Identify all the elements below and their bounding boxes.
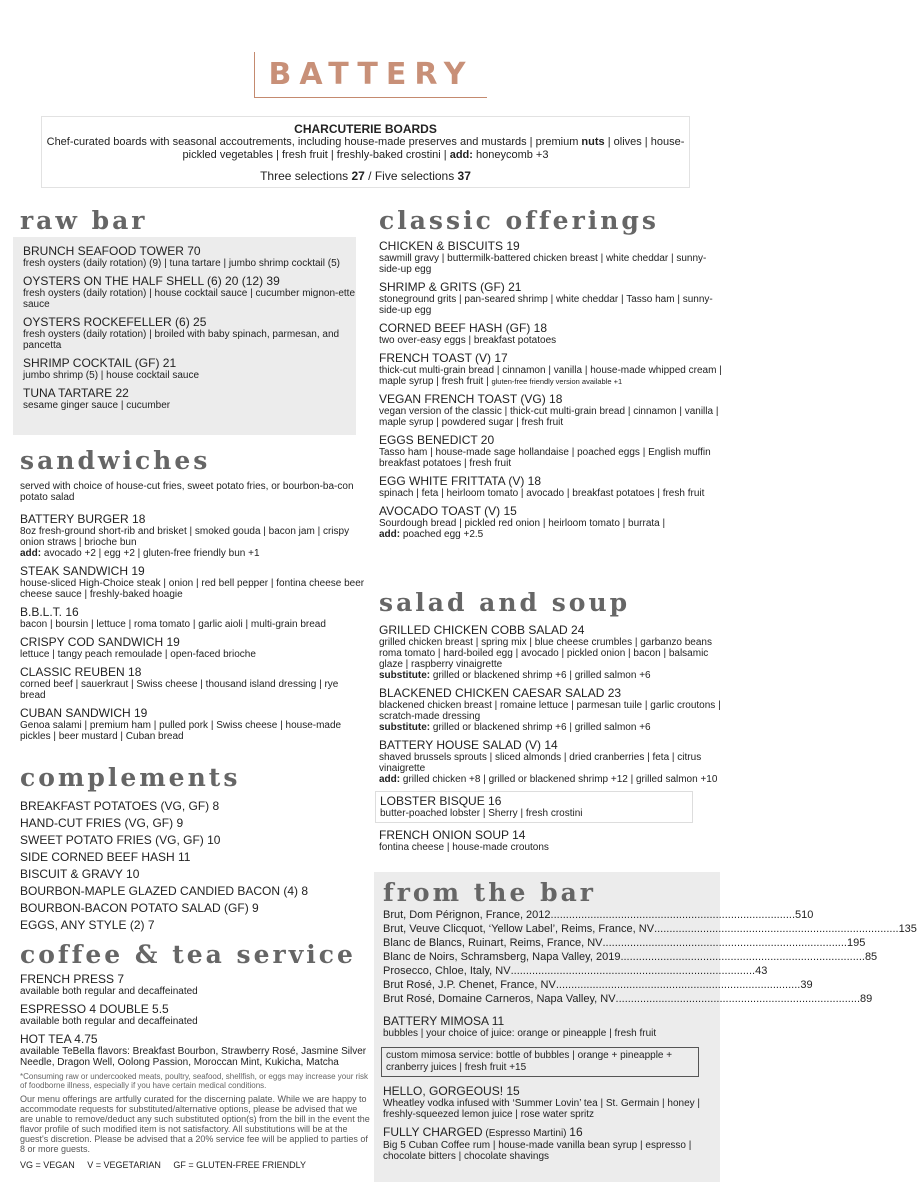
brand-name: BATTERY <box>268 57 474 92</box>
menu-item <box>20 973 370 997</box>
desc-text: Genoa salami | premium ham | pulled pork | Swiss cheese | house-made pickles | beer mustard | Cuban bread <box>20 720 342 742</box>
add-text: honeycomb +3 <box>472 149 549 161</box>
five-price: 37 <box>457 169 471 183</box>
wine-price: 195 <box>846 937 866 949</box>
addon-label: add: <box>379 529 401 540</box>
desc-text: corned beef | sauerkraut | Swiss cheese | thousand island dressing | rye bread <box>20 679 339 701</box>
menu-item <box>379 281 724 316</box>
desc-text: shaved brussels sprouts | sliced almonds | dried cranberries | feta | citrus vinaigrette <box>379 752 702 774</box>
menu-item <box>379 240 724 275</box>
wine-row <box>383 936 866 950</box>
cocktail-subname: (Espresso Martini) <box>482 1128 570 1139</box>
menu-item <box>379 624 724 681</box>
item-desc <box>379 294 724 316</box>
wine-row <box>383 964 768 978</box>
dot-leader: ................................................................................ <box>510 965 756 977</box>
desc-text: Chef-curated boards with seasonal accoutrements, including house-made preserves and mustards | premium <box>46 136 582 148</box>
menu-item <box>20 606 365 630</box>
desc-text: blackened chicken breast | romaine lettuce | parmesan tuile | garlic croutons | scratch-made dressing <box>379 700 721 722</box>
menu-item <box>20 636 365 660</box>
addon-text: grilled or blackened shrimp +6 | grilled salmon +6 <box>430 722 651 733</box>
desc-text: butter-poached lobster | Sherry | fresh crostini <box>380 808 583 819</box>
item-addons <box>20 548 365 559</box>
wine-row <box>383 908 814 922</box>
item-desc: Wheatley vodka infused with ‘Summer Lovin’ tea | St. Germain | honey | freshly-squeezed lemon juice | rose water spritz <box>383 1098 701 1120</box>
dot-leader: ................................................................................ <box>550 909 796 921</box>
wine-name: Prosecco, Chloe, Italy, NV <box>383 965 511 977</box>
complement-item: EGGS, ANY STYLE (2) 7 <box>20 918 155 932</box>
wine-name: Blanc de Blancs, Ruinart, Reims, France, NV <box>383 937 603 949</box>
item-desc <box>20 720 365 742</box>
item-desc <box>379 447 724 469</box>
complements-heading: complements <box>20 763 241 792</box>
item-desc <box>23 329 356 351</box>
item-name <box>383 1126 720 1140</box>
desc-text: available TeBella flavors: Breakfast Bourbon, Strawberry Rosé, Jasmine Silver Needle, Dragon Well, Oolong Passion, Moroccan Mint, Kukicha, Matcha <box>20 1046 367 1068</box>
desc-text: grilled chicken breast | spring mix | blue cheese crumbles | garbanzo beans roma tomato | hard-boiled egg | avocado | pickled onion | bacon | balsamic glaze | raspberry vinaigrette <box>379 637 712 670</box>
item-addons <box>379 774 724 785</box>
menu-item <box>379 434 724 469</box>
salad-heading: salad and soup <box>379 588 631 617</box>
item-name: OYSTERS ROCKEFELLER (6) 25 <box>23 315 207 329</box>
wine-name: Brut, Dom Pérignon, France, 2012 <box>383 909 551 921</box>
menu-item <box>23 357 356 381</box>
desc-note: gluten-free friendly version available +1 <box>491 377 623 386</box>
custom-mimosa-box: custom mimosa service: bottle of bubbles | orange + pineapple + cranberry juices | fresh fruit +15 <box>381 1047 699 1077</box>
item-desc: bubbles | your choice of juice: orange or pineapple | fresh fruit <box>383 1028 657 1039</box>
desc-text: | olives | house-pickled vegetables | fresh fruit | freshly-baked crostini | <box>182 136 685 161</box>
item-desc <box>20 1046 370 1068</box>
classic-section <box>379 240 724 546</box>
item-desc <box>379 488 724 499</box>
menu-item <box>23 245 356 269</box>
raw-food-warning: *Consuming raw or undercooked meats, poultry, seafood, shellfish, or eggs may increase your risk of foodborne illness, especially if you have certain medical conditions. <box>20 1072 369 1090</box>
desc-text: fresh oysters (daily rotation) (9) | tuna tartare | jumbo shrimp cocktail (5) <box>23 258 340 269</box>
menu-item <box>379 322 724 346</box>
wine-row <box>383 950 878 964</box>
menu-item <box>375 791 693 823</box>
desc-text: available both regular and decaffeinated <box>20 986 198 997</box>
complements-section <box>20 798 365 934</box>
desc-text: available both regular and decaffeinated <box>20 1016 198 1027</box>
item-name: CORNED BEEF HASH (GF) 18 <box>379 321 548 335</box>
item-desc <box>379 752 724 774</box>
menu-item <box>379 393 724 428</box>
menu-item <box>20 707 365 742</box>
cocktail-name: FULLY CHARGED <box>383 1125 483 1139</box>
item-name: AVOCADO TOAST (V) 15 <box>379 504 517 518</box>
charcuterie-section <box>41 116 690 188</box>
charcuterie-title: CHARCUTERIE BOARDS <box>294 122 437 136</box>
substitution-policy: Our menu offerings are artfully curated for the discerning palate. While we are happy to accommodate requests for substituted/alternative options, please be advised that we are unable to remove/deduct any such substituted option(s) from the bill in the event the flavor profile of such modified item is not satisfactory. All substitutions will be at the guest's discretion. Please be advised that a 20% service fee will be applied to parties of 8 or more guests. <box>20 1094 370 1154</box>
item-desc <box>379 406 724 428</box>
addon-label: add: <box>20 548 42 559</box>
item-desc <box>23 370 356 381</box>
wine-price: 43 <box>755 965 768 977</box>
item-desc <box>379 253 724 275</box>
desc-text: lettuce | tangy peach remoulade | open-faced brioche <box>20 649 256 660</box>
wine-row <box>383 992 873 1006</box>
desc-text: jumbo shrimp (5) | house cocktail sauce <box>23 370 200 381</box>
dot-leader: ................................................................................ <box>615 993 861 1005</box>
desc-text: fontina cheese | house-made croutons <box>379 842 549 853</box>
wine-row <box>383 922 917 936</box>
desc-text: spinach | feta | heirloom tomato | avocado | breakfast potatoes | fresh fruit <box>379 488 705 499</box>
menu-item <box>20 666 365 701</box>
wine-price: 39 <box>800 979 813 991</box>
item-name: OYSTERS ON THE HALF SHELL (6) 20 (12) 39 <box>23 274 280 288</box>
wine-price: 85 <box>864 951 878 963</box>
complement-item: SWEET POTATO FRIES (VG, GF) 10 <box>20 833 221 847</box>
item-desc <box>379 518 724 529</box>
charcuterie-prices <box>42 170 689 183</box>
complement-item: BISCUIT & GRAVY 10 <box>20 867 140 881</box>
menu-item <box>379 829 724 853</box>
separator: / <box>364 169 375 183</box>
item-desc <box>20 578 365 600</box>
item-desc <box>20 986 370 997</box>
item-name: TUNA TARTARE 22 <box>23 386 129 400</box>
desc-text: stoneground grits | pan-seared shrimp | white cheddar | Tasso ham | sunny-side-up egg <box>379 294 713 316</box>
item-desc <box>380 808 688 819</box>
item-desc <box>23 258 356 269</box>
addon-label: add: <box>379 774 401 785</box>
complement-item: HAND-CUT FRIES (VG, GF) 9 <box>20 816 184 830</box>
item-desc <box>23 400 356 411</box>
item-name: CHICKEN & BISCUITS 19 <box>379 239 520 253</box>
sandwiches-heading: sandwiches <box>20 446 211 475</box>
wine-name: Brut Rosé, J.P. Chenet, France, NV <box>383 979 556 991</box>
item-name: EGG WHITE FRITTATA (V) 18 <box>379 474 542 488</box>
wine-name: Brut, Veuve Clicquot, ‘Yellow Label’, Reims, France, NV <box>383 923 655 935</box>
wine-name: Brut Rosé, Domaine Carneros, Napa Valley, NV <box>383 993 616 1005</box>
desc-text: bacon | boursin | lettuce | roma tomato | garlic aioli | multi-grain bread <box>20 619 326 630</box>
item-name: ESPRESSO 4 DOUBLE 5.5 <box>20 1002 169 1016</box>
wine-row <box>383 978 813 992</box>
desc-text: vegan version of the classic | thick-cut multi-grain bread | cinnamon | vanilla | maple syrup | powdered sugar | fresh fruit <box>379 406 719 428</box>
item-name: SHRIMP COCKTAIL (GF) 21 <box>23 356 177 370</box>
item-desc <box>379 842 724 853</box>
item-name: BLACKENED CHICKEN CAESAR SALAD 23 <box>379 686 622 700</box>
item-name: VEGAN FRENCH TOAST (VG) 18 <box>379 392 563 406</box>
desc-text: sesame ginger sauce | cucumber <box>23 400 171 411</box>
item-addons <box>379 529 724 540</box>
item-desc <box>20 619 365 630</box>
wine-price: 135 <box>898 923 917 935</box>
item-name: CLASSIC REUBEN 18 <box>20 665 142 679</box>
classic-heading: classic offerings <box>379 206 659 235</box>
menu-item <box>23 316 356 351</box>
item-name: BATTERY MIMOSA 11 <box>383 1014 505 1028</box>
item-name: LOBSTER BISQUE 16 <box>380 794 502 808</box>
charcuterie-desc <box>42 136 689 162</box>
menu-item <box>20 1003 370 1027</box>
wine-price: 89 <box>860 993 873 1005</box>
diet-legend: VG = VEGAN V = VEGETARIAN GF = GLUTEN-FREE FRIENDLY <box>20 1160 306 1170</box>
item-name: BRUNCH SEAFOOD TOWER 70 <box>23 244 201 258</box>
item-name: CUBAN SANDWICH 19 <box>20 706 148 720</box>
three-label: Three selections <box>260 169 352 183</box>
desc-text: fresh oysters (daily rotation) | house cocktail sauce | cucumber mignon-ette sauce <box>23 288 356 310</box>
item-name: EGGS BENEDICT 20 <box>379 433 495 447</box>
item-name: CRISPY COD SANDWICH 19 <box>20 635 180 649</box>
menu-item <box>20 1033 370 1068</box>
item-desc <box>379 365 724 387</box>
menu-item <box>379 352 724 387</box>
item-desc: Big 5 Cuban Coffee rum | house-made vanilla bean syrup | espresso | chocolate bitters | chocolate shavings <box>383 1140 692 1162</box>
menu-item <box>379 739 724 785</box>
raw-bar-heading: raw bar <box>20 206 148 235</box>
desc-text: sawmill gravy | buttermilk-battered chicken breast | white cheddar | sunny-side-up egg <box>379 253 707 275</box>
cocktail-price: 16 <box>569 1125 583 1139</box>
menu-item <box>379 687 724 733</box>
item-desc <box>20 649 365 660</box>
item-name: B.B.L.T. 16 <box>20 605 79 619</box>
complement-item: SIDE CORNED BEEF HASH 11 <box>20 850 191 864</box>
dot-leader: ................................................................................ <box>620 951 865 963</box>
item-name: STEAK SANDWICH 19 <box>20 564 145 578</box>
cocktail-item <box>383 1085 720 1120</box>
complement-item: BREAKFAST POTATOES (VG, GF) 8 <box>20 799 220 813</box>
item-desc <box>379 637 724 670</box>
menu-item <box>23 387 356 411</box>
raw-bar-section <box>13 237 356 435</box>
addon-label: substitute: <box>379 670 431 681</box>
desc-text: Tasso ham | house-made sage hollandaise | poached eggs | English muffin breakfast potatoes | fresh fruit <box>379 447 711 469</box>
item-name: FRENCH ONION SOUP 14 <box>379 828 526 842</box>
item-name: BATTERY BURGER 18 <box>20 512 146 526</box>
item-desc <box>379 335 724 346</box>
item-desc <box>20 1016 370 1027</box>
salad-section <box>379 624 724 859</box>
complement-item: BOURBON-BACON POTATO SALAD (GF) 9 <box>20 901 259 915</box>
addon-text: avocado +2 | egg +2 | gluten-free friendly bun +1 <box>41 548 260 559</box>
item-name: BATTERY HOUSE SALAD (V) 14 <box>379 738 558 752</box>
desc-bold: nuts <box>581 136 605 148</box>
menu-item <box>20 513 365 559</box>
desc-text: two over-easy eggs | breakfast potatoes <box>379 335 557 346</box>
desc-text: house-sliced High-Choice steak | onion | red bell pepper | fontina cheese beer cheese sauce | freshly-baked hoagie <box>20 578 365 600</box>
coffee-heading: coffee & tea service <box>20 940 356 969</box>
menu-item <box>379 475 724 499</box>
coffee-section <box>20 973 370 1170</box>
menu-item <box>23 275 356 310</box>
item-desc <box>23 288 356 310</box>
item-name: FRENCH TOAST (V) 17 <box>379 351 508 365</box>
menu-item <box>379 505 724 540</box>
dot-leader: ................................................................................ <box>555 979 801 991</box>
wine-price: 510 <box>795 909 814 921</box>
battery-logo <box>254 52 487 98</box>
three-price: 27 <box>351 169 365 183</box>
add-label: add: <box>449 149 473 161</box>
desc-text: 8oz fresh-ground short-rib and brisket | smoked gouda | bacon jam | crispy onion straws | brioche bun <box>20 526 350 548</box>
dot-leader: ................................................................................ <box>654 923 899 935</box>
item-desc <box>379 700 724 722</box>
wine-name: Blanc de Noirs, Schramsberg, Napa Valley, 2019 <box>383 951 621 963</box>
sandwiches-section <box>20 481 365 748</box>
five-label: Five selections <box>374 169 458 183</box>
item-addons <box>379 722 724 733</box>
menu-item <box>20 565 365 600</box>
item-name: SHRIMP & GRITS (GF) 21 <box>379 280 522 294</box>
addon-text: grilled chicken +8 | grilled or blackened shrimp +12 | grilled salmon +10 <box>400 774 718 785</box>
desc-text: thick-cut multi-grain bread | cinnamon | vanilla | house-made whipped cream | maple syrup | fresh fruit | <box>379 365 722 387</box>
complement-item: BOURBON-MAPLE GLAZED CANDIED BACON (4) 8 <box>20 884 309 898</box>
item-name: HELLO, GORGEOUS! 15 <box>383 1084 520 1098</box>
item-name: GRILLED CHICKEN COBB SALAD 24 <box>379 623 585 637</box>
item-desc <box>20 679 365 701</box>
addon-text: grilled or blackened shrimp +6 | grilled salmon +6 <box>430 670 651 681</box>
item-name: HOT TEA 4.75 <box>20 1032 98 1046</box>
bar-section <box>374 872 917 1182</box>
item-desc <box>20 526 365 548</box>
addon-label: substitute: <box>379 722 431 733</box>
mimosa-item <box>383 1015 720 1039</box>
sandwiches-subtitle: served with choice of house-cut fries, sweet potato fries, or bourbon-ba-con potato salad <box>20 481 354 503</box>
desc-text: Sourdough bread | pickled red onion | heirloom tomato | burrata | <box>379 518 666 529</box>
addon-text: poached egg +2.5 <box>400 529 484 540</box>
dot-leader: ................................................................................ <box>602 937 847 949</box>
desc-text: fresh oysters (daily rotation) | broiled with baby spinach, parmesan, and pancetta <box>23 329 340 351</box>
bar-heading: from the bar <box>383 878 596 907</box>
cocktail-item <box>383 1126 720 1162</box>
item-name: FRENCH PRESS 7 <box>20 972 125 986</box>
item-addons <box>379 670 724 681</box>
